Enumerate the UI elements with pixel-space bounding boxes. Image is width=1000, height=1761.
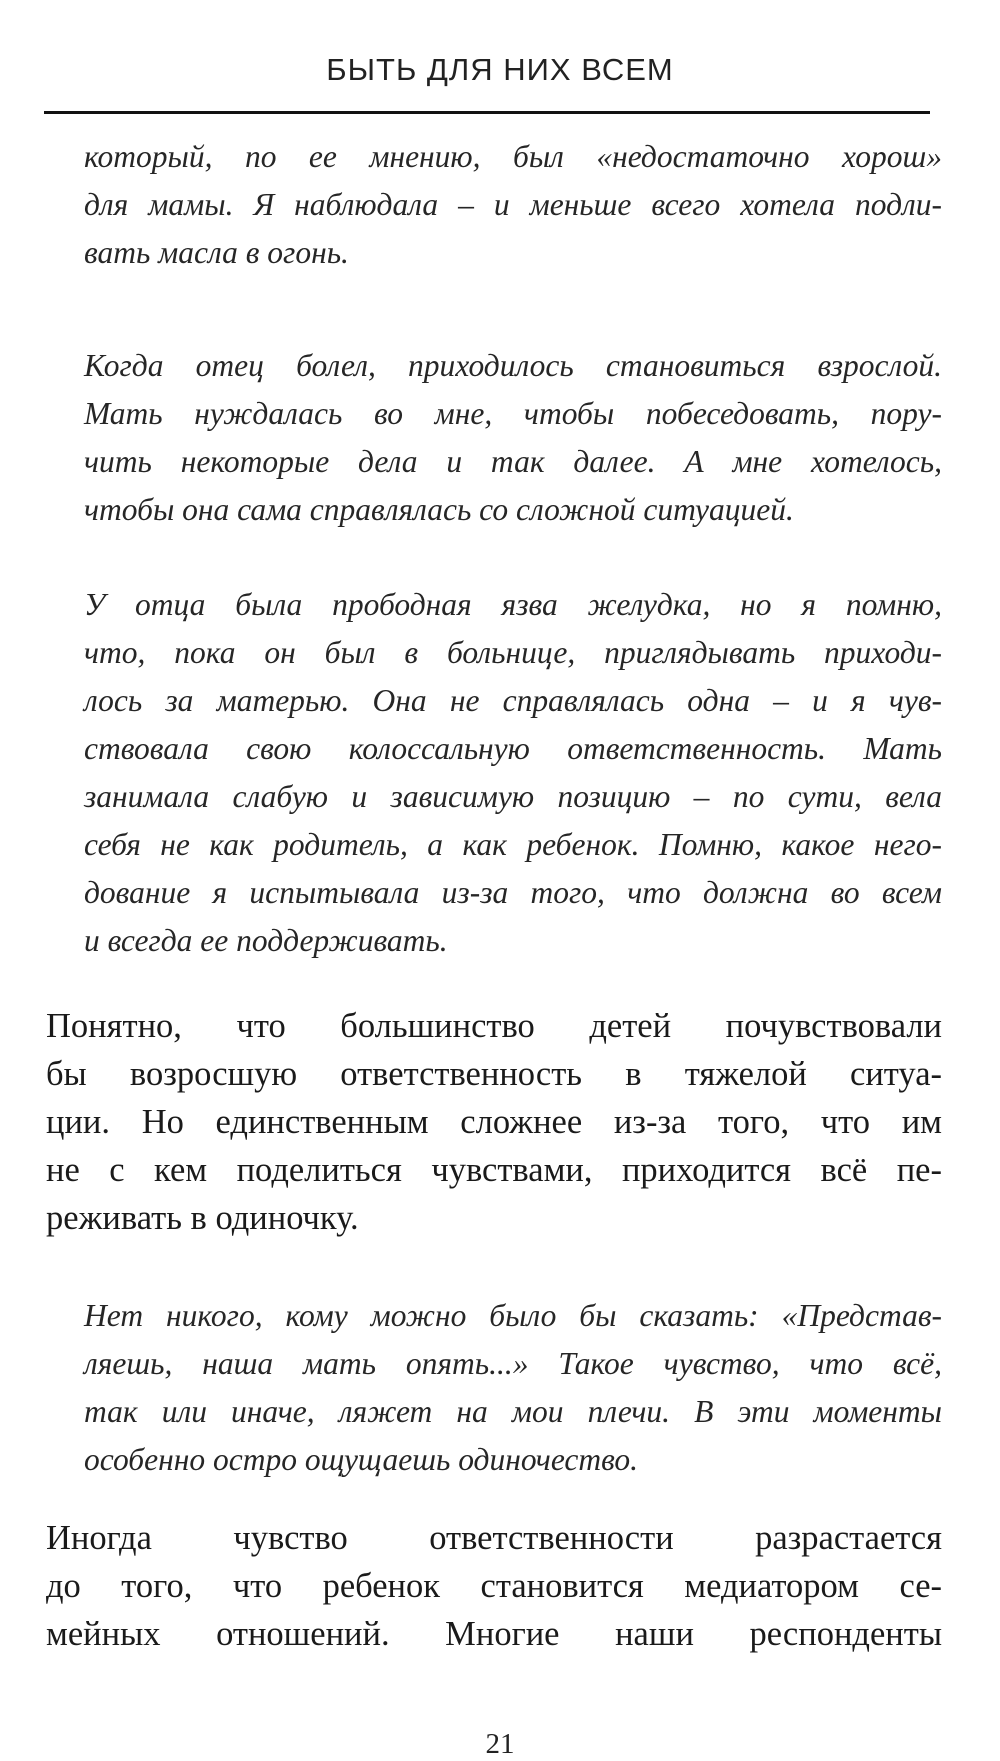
quote-line: чить некоторые дела и так далее. А мне хотелось, <box>84 444 942 479</box>
quote-line: ляешь, наша мать опять...» Такое чувство, что всё, <box>84 1346 942 1381</box>
body-line: Иногда чувство ответственности разрастается <box>46 1519 942 1557</box>
quote-block-1 <box>84 133 942 277</box>
quote-line: особенно остро ощущаешь одиночество. <box>84 1442 639 1477</box>
body-line: бы возросшую ответственность в тяжелой ситуа- <box>46 1055 942 1093</box>
quote-line: себя не как родитель, а как ребенок. Помню, какое него- <box>84 827 942 862</box>
quote-line: так или иначе, ляжет на мои плечи. В эти моменты <box>84 1394 942 1429</box>
body-line: до того, что ребенок становится медиатором се- <box>46 1567 942 1605</box>
quote-line: лось за матерью. Она не справлялась одна – и я чув- <box>84 683 942 718</box>
quote-line: ствовала свою колоссальную ответственность. Мать <box>84 731 942 766</box>
body-line: мейных отношений. Многие наши респонденты <box>46 1615 942 1653</box>
body-line: реживать в одиночку. <box>46 1199 359 1237</box>
quote-block-2 <box>84 342 942 534</box>
quote-line: Мать нуждалась во мне, чтобы побеседовать, пору- <box>84 396 942 431</box>
running-header: БЫТЬ ДЛЯ НИХ ВСЕМ <box>326 52 674 87</box>
quote-line: который, по ее мнению, был «недостаточно хорош» <box>84 139 942 174</box>
body-line: ции. Но единственным сложнее из-за того, что им <box>46 1103 942 1141</box>
header-rule <box>44 111 930 114</box>
quote-line: У отца была прободная язва желудка, но я помню, <box>84 587 942 622</box>
quote-line: занимала слабую и зависимую позицию – по сути, вела <box>84 779 942 814</box>
body-paragraph-1 <box>46 1002 942 1242</box>
body-line: не с кем поделиться чувствами, приходится всё пе- <box>46 1151 942 1189</box>
quote-line: чтобы она сама справлялась со сложной ситуацией. <box>84 492 794 527</box>
body-line: Понятно, что большинство детей почувствовали <box>46 1007 942 1045</box>
body-paragraph-2 <box>46 1514 942 1658</box>
quote-line: что, пока он был в больнице, приглядывать приходи- <box>84 635 942 670</box>
quote-line: для мамы. Я наблюдала – и меньше всего хотела подли- <box>84 187 942 222</box>
quote-line: вать масла в огонь. <box>84 235 349 270</box>
quote-line: дование я испытывала из-за того, что должна во всем <box>84 875 942 910</box>
quote-line: Когда отец болел, приходилось становиться взрослой. <box>84 348 942 383</box>
page-number: 21 <box>485 1728 515 1760</box>
quote-block-3 <box>84 581 942 965</box>
quote-line: и всегда ее поддерживать. <box>84 923 448 958</box>
quote-block-4 <box>84 1292 942 1484</box>
quote-line: Нет никого, кому можно было бы сказать: «Представ- <box>84 1298 942 1333</box>
